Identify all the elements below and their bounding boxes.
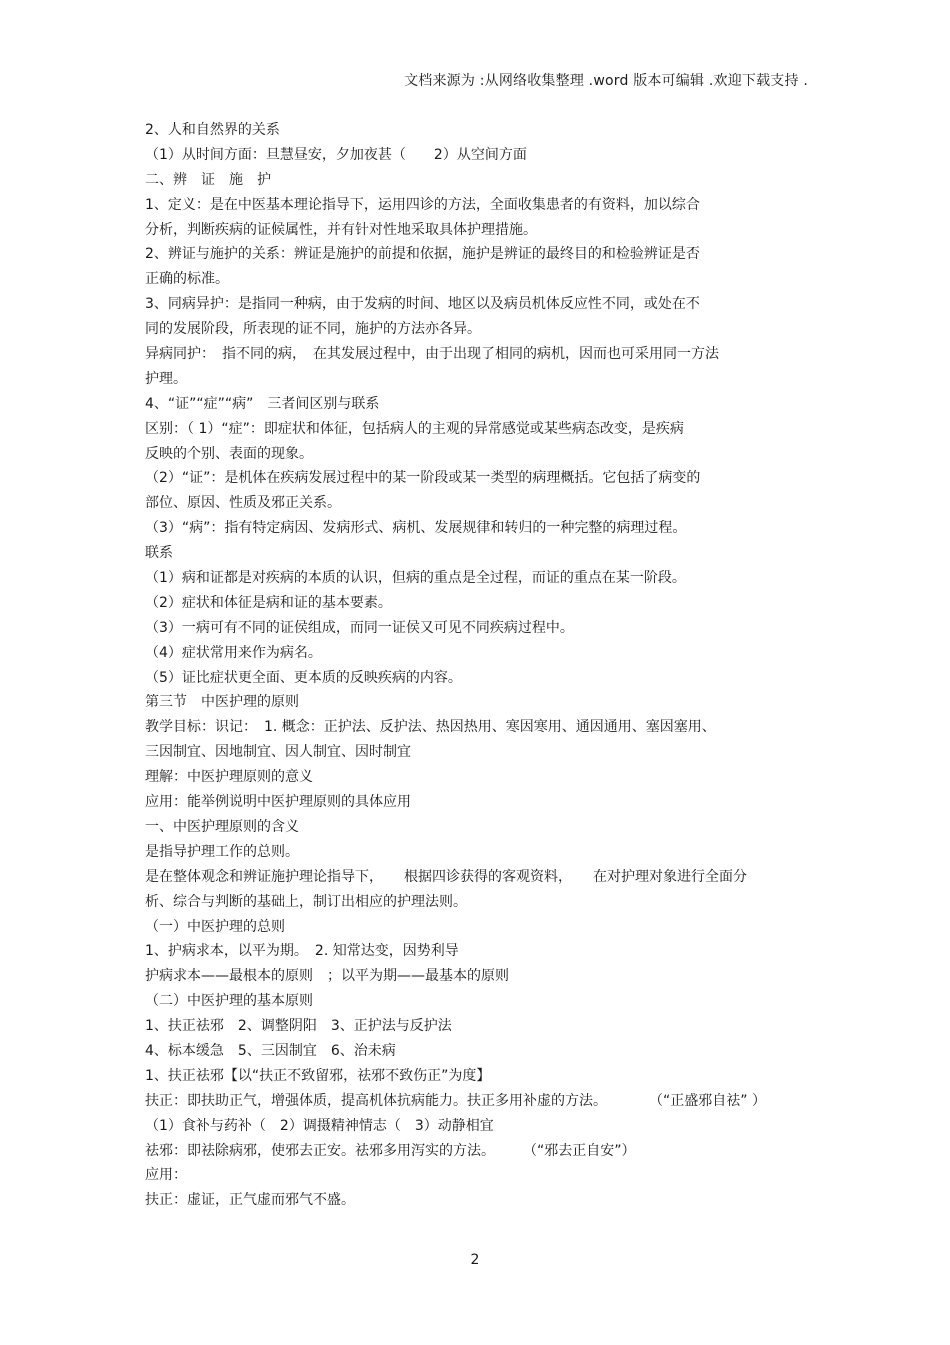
text-line: 扶正：虚证，正气虚而邪气不盛。 bbox=[145, 1192, 355, 1209]
text-line: 2、辨证与施护的关系：辨证是施护的前提和依据，施护是辨证的最终目的和检验辨证是否 bbox=[145, 246, 700, 263]
text-line: （2）症状和体征是病和证的基本要素。 bbox=[145, 594, 392, 611]
text-line: 扶正：即扶助正气，增强体质，提高机体抗病能力。扶正多用补虚的方法。 （“正盛邪自祛” ） bbox=[145, 1092, 766, 1109]
text-line: 4、“证”“症”“病” 三者间区别与联系 bbox=[145, 395, 380, 412]
text-line: 同的发展阶段，所表现的证不同，施护的方法亦各异。 bbox=[145, 321, 481, 338]
text-line: 教学目标：识记： 1. 概念：正护法、反护法、热因热用、寒因寒用、通因通用、塞因塞用、 bbox=[145, 719, 716, 736]
text-line: （1）从时间方面：旦慧昼安，夕加夜甚（ 2）从空间方面 bbox=[145, 146, 527, 163]
text-line: （5）证比症状更全面、更本质的反映疾病的内容。 bbox=[145, 669, 462, 686]
text-line: 反映的个别、表面的现象。 bbox=[145, 445, 313, 462]
text-line: （1）病和证都是对疾病的本质的认识，但病的重点是全过程，而证的重点在某一阶段。 bbox=[145, 570, 686, 587]
text-line: 一、中医护理原则的含义 bbox=[145, 818, 299, 835]
text-line: 正确的标准。 bbox=[145, 271, 229, 288]
text-line: （3）一病可有不同的证侯组成，而同一证侯又可见不同疾病过程中。 bbox=[145, 619, 574, 636]
text-line: 4、标本缓急 5、三因制宜 6、治未病 bbox=[145, 1042, 396, 1059]
text-line: 是指导护理工作的总则。 bbox=[145, 843, 299, 860]
text-line: 2、人和自然界的关系 bbox=[145, 122, 280, 138]
text-line: 1、扶正祛邪 2、调整阴阳 3、正护法与反护法 bbox=[145, 1018, 452, 1035]
text-line: 三因制宜、因地制宜、因人制宜、因时制宜 bbox=[145, 744, 411, 761]
text-line: 异病同护： 指不同的病， 在其发展过程中，由于出现了相同的病机，因而也可采用同一方法 bbox=[145, 346, 719, 363]
text-line: （一）中医护理的总则 bbox=[145, 918, 285, 935]
text-line: 1、护病求本，以平为期。 2. 知常达变，因势利导 bbox=[145, 943, 459, 960]
page-number: 2 bbox=[470, 1252, 480, 1268]
text-line: （1）食补与药补（ 2）调摄精神情志（ 3）动静相宜 bbox=[145, 1117, 494, 1134]
text-line: 祛邪：即祛除病邪，使邪去正安。祛邪多用泻实的方法。 （“邪去正自安”） bbox=[145, 1142, 636, 1159]
text-line: （3）“病”：指有特定病因、发病形式、病机、发展规律和转归的一种完整的病理过程。 bbox=[145, 520, 687, 537]
text-line: 护病求本——最根本的原则 ；以平为期——最基本的原则 bbox=[145, 968, 509, 985]
text-line: 第三节 中医护理的原则 bbox=[145, 694, 299, 711]
text-line: 1、定义：是在中医基本理论指导下，运用四诊的方法，全面收集患者的有资料，加以综合 bbox=[145, 196, 700, 213]
text-line: 是在整体观念和辨证施护理论指导下， 根据四诊获得的客观资料， 在对护理对象进行全面分 bbox=[145, 868, 747, 885]
text-line: （二）中医护理的基本原则 bbox=[145, 993, 313, 1010]
text-line: 联系 bbox=[145, 545, 173, 562]
text-line: 应用： bbox=[145, 1167, 187, 1184]
document-body bbox=[145, 118, 825, 1213]
text-line: （2）“证”：是机体在疾病发展过程中的某一阶段或某一类型的病理概括。它包括了病变的 bbox=[145, 470, 701, 487]
text-line: 二、辨 证 施 护 bbox=[145, 171, 271, 188]
text-line: 理解：中医护理原则的意义 bbox=[145, 769, 313, 786]
text-line: 3、同病异护：是指同一种病，由于发病的时间、地区以及病员机体反应性不同，或处在不 bbox=[145, 296, 700, 313]
text-line: 析、综合与判断的基础上，制订出相应的护理法则。 bbox=[145, 893, 467, 910]
text-line: 1、扶正祛邪【以“扶正不致留邪，祛邪不致伤正”为度】 bbox=[145, 1067, 491, 1084]
text-line: （4）症状常用来作为病名。 bbox=[145, 644, 322, 661]
text-line: 部位、原因、性质及邪正关系。 bbox=[145, 495, 341, 512]
text-line: 应用：能举例说明中医护理原则的具体应用 bbox=[145, 794, 411, 811]
text-line: 分析，判断疾病的证候属性，并有针对性地采取具体护理措施。 bbox=[145, 221, 537, 238]
text-line: 区别：（ 1）“症”：即症状和体征，包括病人的主观的异常感觉或某些病态改变，是疾病 bbox=[145, 420, 684, 437]
page-header: 文档来源为 :从网络收集整理 .word 版本可编辑 .欢迎下载支持 . bbox=[404, 73, 808, 89]
text-line: 护理。 bbox=[145, 370, 187, 387]
